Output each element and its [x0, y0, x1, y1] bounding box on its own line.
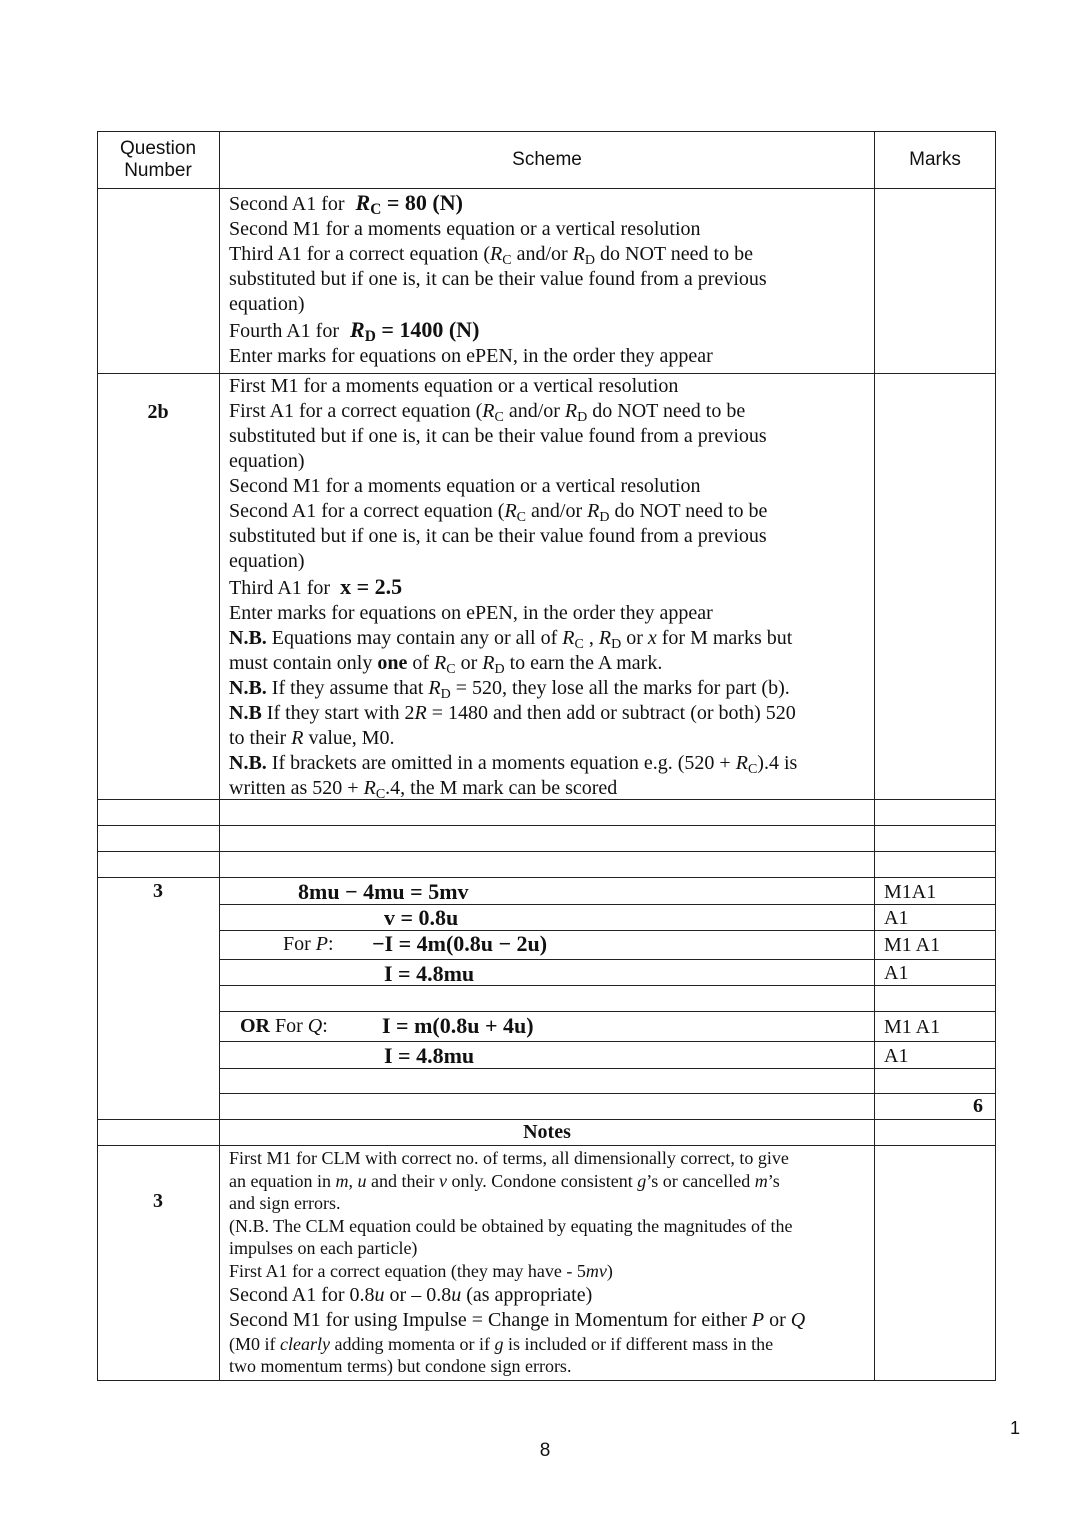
corner-number: 1 [1010, 1418, 1021, 1438]
text-line: Second M1 for a moments equation or a vertical resolution [229, 475, 701, 497]
text-line: must contain only one of $R_C$ or $R_D$ to earn the A mark. [229, 652, 663, 677]
mark-m1-a1: M1 A1 [884, 1016, 941, 1038]
text-line: Second A1 for $R_C = 80$ (N) [229, 190, 463, 218]
equation-i-result: I = 4.8mu [384, 961, 475, 986]
text-line: Enter marks for equations on ePEN, in the order they appear [229, 602, 713, 624]
header-question-number: Question Number [119, 138, 197, 181]
row-divider [97, 851, 996, 852]
text-line: to their R value, M0. [229, 727, 395, 749]
text-line: N.B. If they assume that $R_D = 520$, they lose all the marks for part (b). [229, 677, 790, 702]
text-line: Second A1 for 0.8u or – 0.8u (as appropriate) [229, 1283, 593, 1306]
column-divider [874, 131, 875, 1380]
text-line: two momentum terms) but condone sign errors. [229, 1356, 572, 1377]
text-line: N.B If they start with 2R = 1480 and then add or subtract (or both) 520 [229, 702, 796, 724]
text-line: Second M1 for using Impulse = Change in Momentum for either P or Q [229, 1308, 806, 1331]
row-divider [219, 1093, 996, 1094]
row-divider [219, 1041, 996, 1042]
text-line: First A1 for a correct equation ($R_C$ and/or $R_D$ do NOT need to be [229, 400, 746, 425]
text-line: Third A1 for x = 2.5 [229, 574, 403, 599]
equation-impulse-p: −I = 4m(0.8u − 2u) [372, 931, 548, 956]
row-divider [219, 985, 996, 986]
text-line: First M1 for a moments equation or a vertical resolution [229, 375, 679, 397]
text-line: substituted but if one is, it can be their value found from a previous [229, 425, 767, 447]
text-line: Third A1 for a correct equation ($R_C$ and/or $R_D$ do NOT need to be [229, 243, 753, 268]
text-line: (M0 if clearly adding momenta or if g is included or if different mass in the [229, 1333, 774, 1354]
mark-a1: A1 [884, 962, 909, 984]
text-line: substituted but if one is, it can be their value found from a previous [229, 268, 767, 290]
text-line: equation) [229, 293, 305, 315]
text-line: Second A1 for a correct equation ($R_C$ and/or $R_D$ do NOT need to be [229, 500, 768, 525]
notes-title: Notes [523, 1121, 571, 1143]
equation-v: v = 0.8u [384, 905, 459, 930]
mark-a1: A1 [884, 907, 909, 929]
row-divider [97, 825, 996, 826]
text-line: N.B. Equations may contain any or all of $R_C$ , $R_D$ or x for M marks but [229, 627, 793, 652]
text-line: N.B. If brackets are omitted in a moments equation e.g. $(520 + R_C).4$ is [229, 752, 798, 777]
notes-text [229, 1147, 869, 1378]
row-divider [219, 1068, 996, 1069]
equation-impulse-q: I = m(0.8u + 4u) [382, 1013, 534, 1038]
text-line: Enter marks for equations on ePEN, in the order they appear [229, 345, 713, 367]
text-line: Second M1 for a moments equation or a vertical resolution [229, 218, 701, 240]
text-line: (N.B. The CLM equation could be obtained by equating the magnitudes of the [229, 1215, 793, 1236]
label-for-p: For P: [283, 933, 334, 955]
table-border-top [97, 131, 996, 132]
row-divider [97, 1145, 996, 1146]
mark-a1: A1 [884, 1045, 909, 1067]
header-scheme: Scheme [512, 149, 582, 170]
equation-i-result-alt: I = 4.8mu [384, 1043, 475, 1068]
row-divider [97, 188, 996, 189]
row-divider [219, 959, 996, 960]
row-divider [219, 930, 996, 931]
text-line: written as $520 + R_C.4$, the M mark can be scored [229, 777, 618, 802]
column-divider [219, 131, 220, 1380]
scheme-2b-text [229, 374, 869, 801]
table-border-right [995, 131, 996, 1380]
row-divider [97, 1119, 996, 1120]
equation-clm: 8mu − 4mu = 5mv [298, 879, 469, 904]
text-line: equation) [229, 450, 305, 472]
text-line: First M1 for CLM with correct no. of terms, all dimensionally correct, to give [229, 1148, 789, 1168]
text-line: equation) [229, 550, 305, 572]
question-number-2b: 2b [147, 401, 169, 423]
mark-m1-a1: M1 A1 [884, 934, 941, 956]
text-line: impulses on each particle) [229, 1238, 418, 1259]
text-line: substituted but if one is, it can be their value found from a previous [229, 525, 767, 547]
row-divider [97, 877, 996, 878]
row-divider [219, 1011, 996, 1012]
mark-m1a1: M1A1 [884, 881, 937, 903]
text-line: Fourth A1 for $R_D = 1400$ (N) [229, 317, 480, 345]
label-or-for-q: OR For Q: [240, 1015, 328, 1037]
question-number-3-notes: 3 [153, 1190, 163, 1212]
page-number: 8 [539, 1440, 551, 1461]
table-border-bottom [97, 1380, 996, 1381]
text-line: an equation in m, u and their v only. Condone consistent g’s or cancelled m’s [229, 1170, 780, 1191]
text-line: and sign errors. [229, 1193, 341, 1214]
text-line: First A1 for a correct equation (they may have - 5mv) [229, 1260, 613, 1281]
header-marks: Marks [909, 149, 961, 170]
mark-total: 6 [973, 1095, 983, 1117]
scheme-2a-text [229, 190, 869, 369]
question-number-3: 3 [153, 880, 163, 902]
